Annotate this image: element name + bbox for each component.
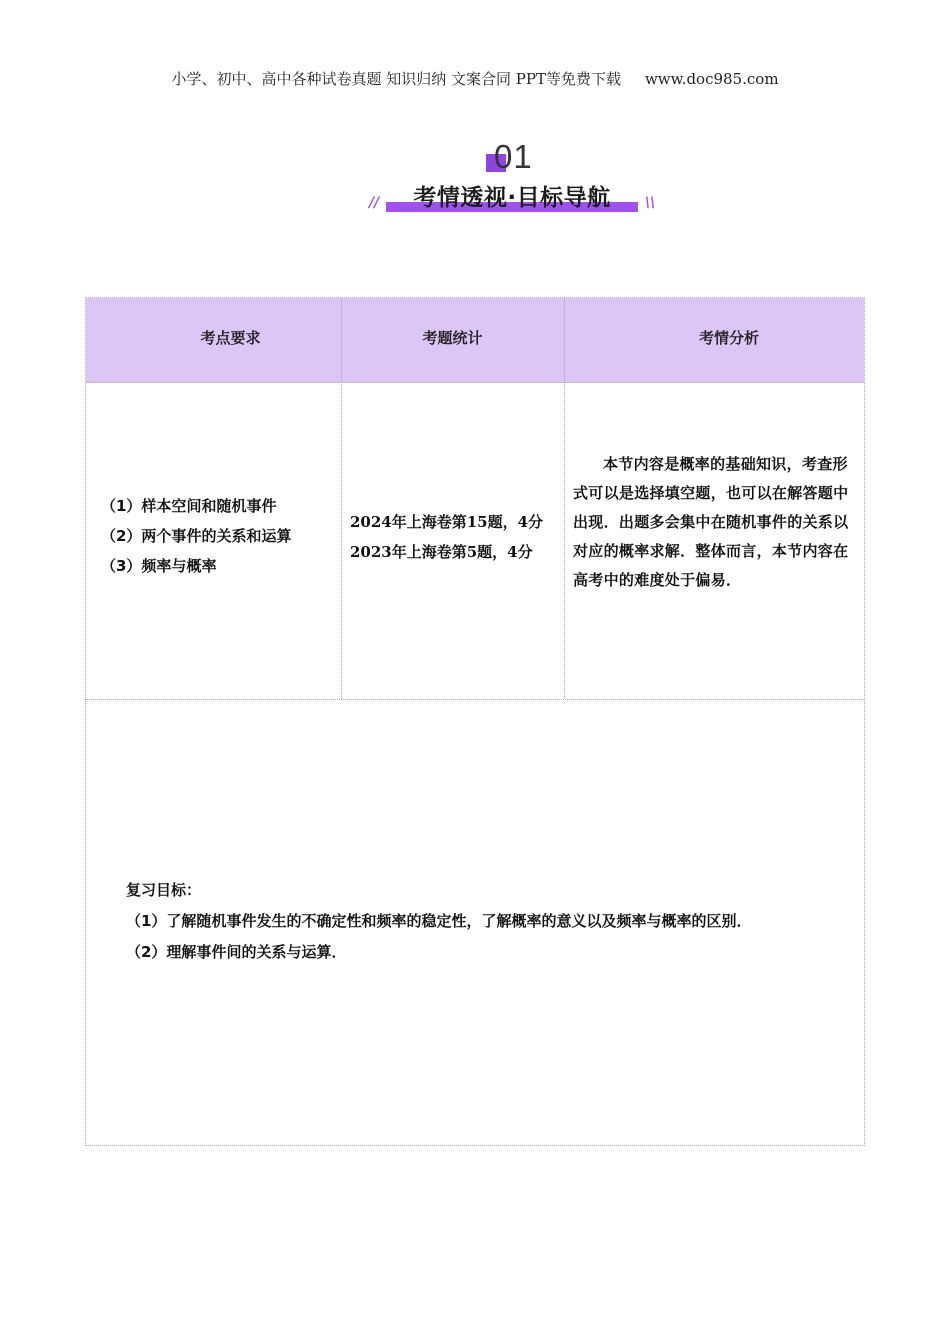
right-slash-icon: \\ (645, 195, 656, 211)
stat-item: 2023年上海卷第5题，4分 (350, 543, 533, 561)
goal-item: （1）了解随机事件发生的不确定性和频率的稳定性，了解概率的意义以及频率与概率的区别． (126, 912, 752, 930)
requirement-item: （2）两个事件的关系和运算 (101, 527, 292, 545)
row-divider (86, 699, 864, 700)
analysis-text: 本节内容是概率的基础知识，考查形式可以是选择填空题，也可以在解答题中出现．出题多会集中在随机事件的关系以对应的概率求解．整体而言，本节内容在高考中的难度处于偏易． (573, 455, 849, 589)
section-heading: 考情透视·目标导航 (413, 185, 611, 211)
page-header (0, 68, 950, 89)
stats-cell (350, 507, 543, 567)
column-header-stats: 考题统计 (422, 329, 483, 347)
analysis-cell (573, 450, 859, 595)
header-site: www.doc985.com (644, 70, 779, 88)
goal-item: （2）理解事件间的关系与运算． (126, 943, 347, 961)
header-text: 小学、初中、高中各种试卷真题 知识归纳 文案合同 PPT等免费下载 (171, 70, 621, 88)
column-header-requirements: 考点要求 (200, 329, 261, 347)
goals-heading: 复习目标： (126, 881, 202, 899)
requirement-item: （1）样本空间和随机事件 (101, 497, 277, 515)
exam-analysis-table (85, 297, 865, 1146)
left-slash-icon: // (369, 195, 380, 211)
requirement-item: （3）频率与概率 (101, 557, 217, 575)
review-goals (126, 875, 751, 968)
requirements-cell (101, 491, 291, 581)
column-header-analysis: 考情分析 (698, 329, 759, 347)
stat-item: 2024年上海卷第15题，4分 (350, 513, 544, 531)
section-title (0, 138, 950, 228)
section-number: 01 (494, 138, 533, 175)
